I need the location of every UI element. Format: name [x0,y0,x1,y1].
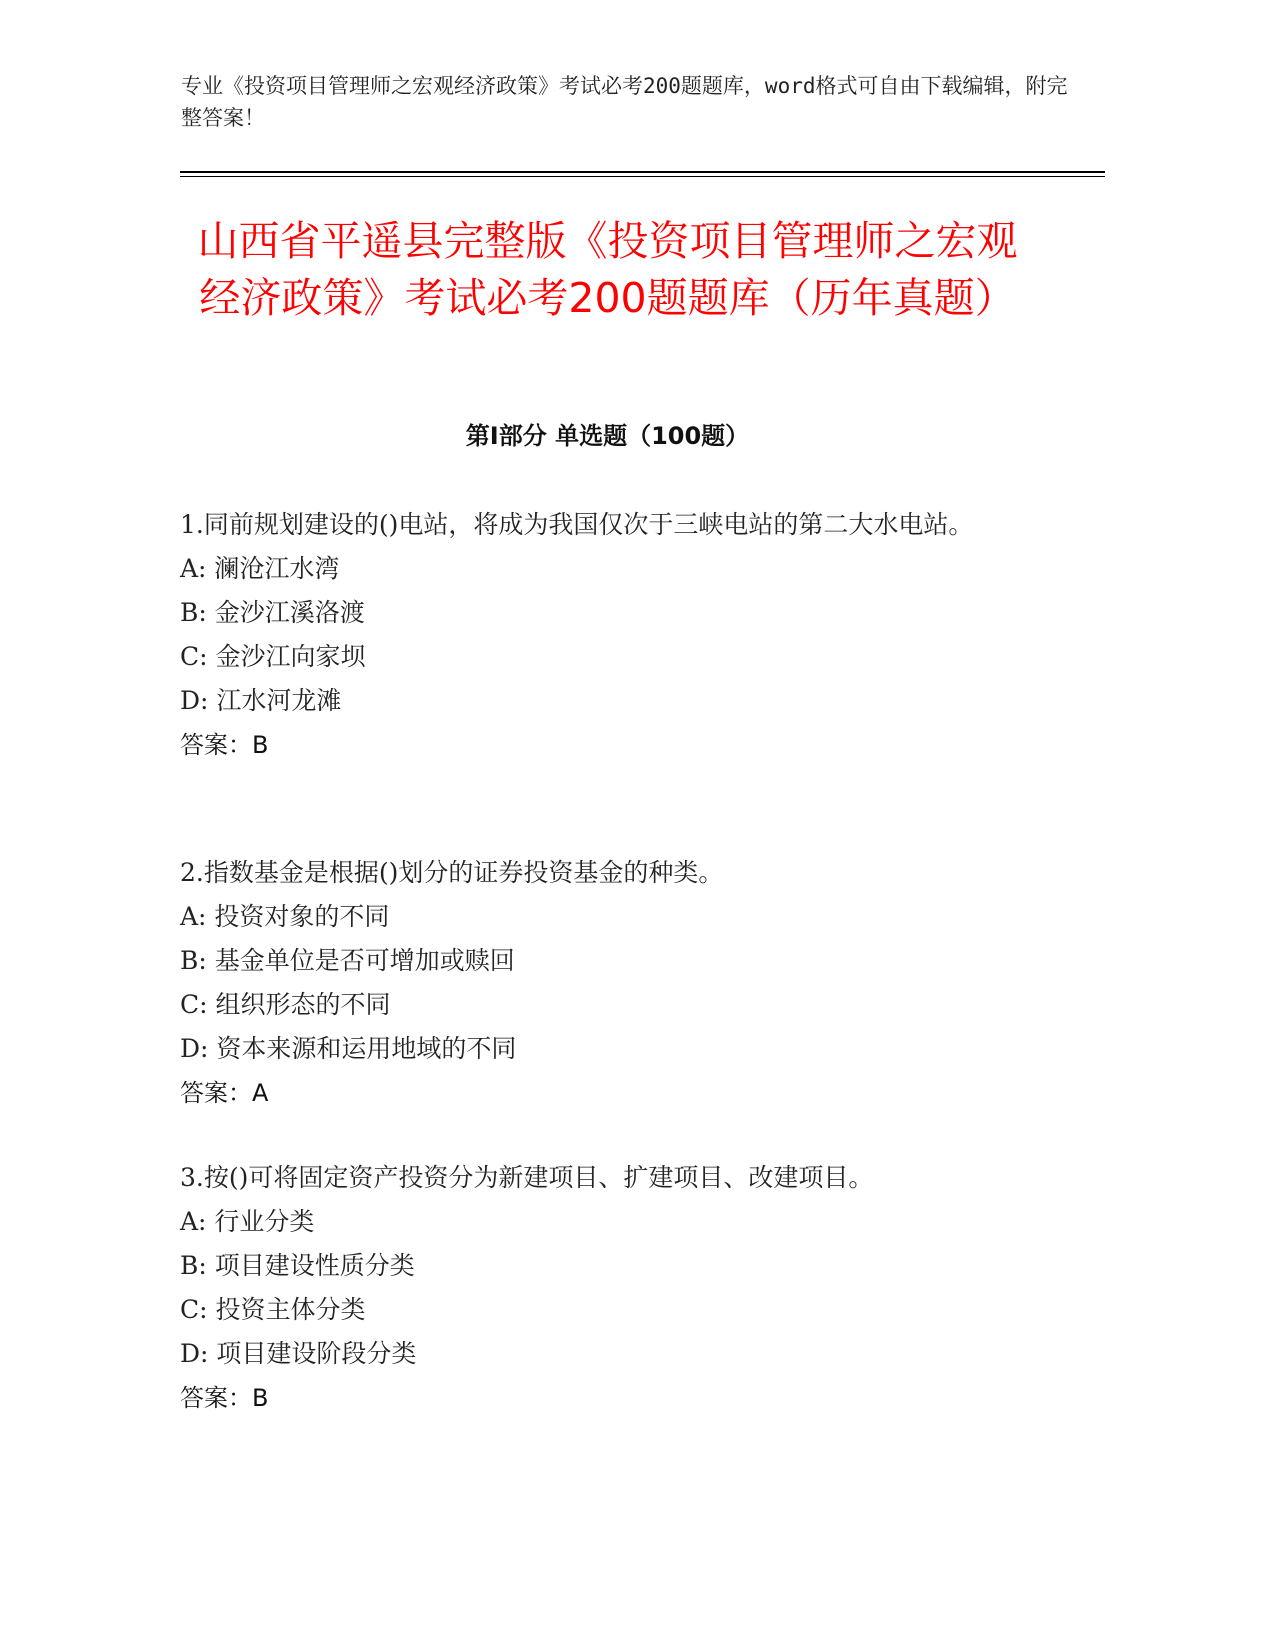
question-text: 1.同前规划建设的()电站，将成为我国仅次于三峡电站的第二大水电站。 [180,510,974,539]
option-b: B: 基金单位是否可增加或赎回 [180,946,515,975]
option-d: D: 资本来源和运用地域的不同 [180,1034,517,1063]
option-a: A: 投资对象的不同 [180,902,390,931]
question-1 [180,503,1030,767]
header-note: 专业《投资项目管理师之宏观经济政策》考试必考200题题库，word格式可自由下载编辑，附完整答案！ [181,74,1068,130]
question-3 [180,1156,1030,1420]
option-a: A: 行业分类 [180,1207,315,1236]
header-divider-thick [180,171,1105,173]
option-c: C: 投资主体分类 [180,1295,366,1324]
header-divider-thin [180,176,1105,177]
answer: 答案：B [180,731,269,759]
option-c: C: 金沙江向家坝 [180,642,366,671]
document-title: 山西省平遥县完整版《投资项目管理师之宏观经济政策》考试必考200题题库（历年真题） [197,217,1018,322]
answer: 答案：B [180,1384,269,1412]
option-d: D: 江水河龙滩 [180,686,342,715]
option-c: C: 组织形态的不同 [180,990,391,1019]
question-text: 3.按()可将固定资产投资分为新建项目、扩建项目、改建项目。 [180,1163,874,1192]
option-b: B: 项目建设性质分类 [180,1251,415,1280]
option-b: B: 金沙江溪洛渡 [180,598,365,627]
answer: 答案：A [180,1079,269,1107]
section-title: 第Ⅰ部分 单选题（100题） [465,422,750,450]
question-2 [180,851,1030,1115]
question-text: 2.指数基金是根据()划分的证券投资基金的种类。 [180,858,724,887]
option-d: D: 项目建设阶段分类 [180,1339,417,1368]
option-a: A: 澜沧江水湾 [180,554,340,583]
